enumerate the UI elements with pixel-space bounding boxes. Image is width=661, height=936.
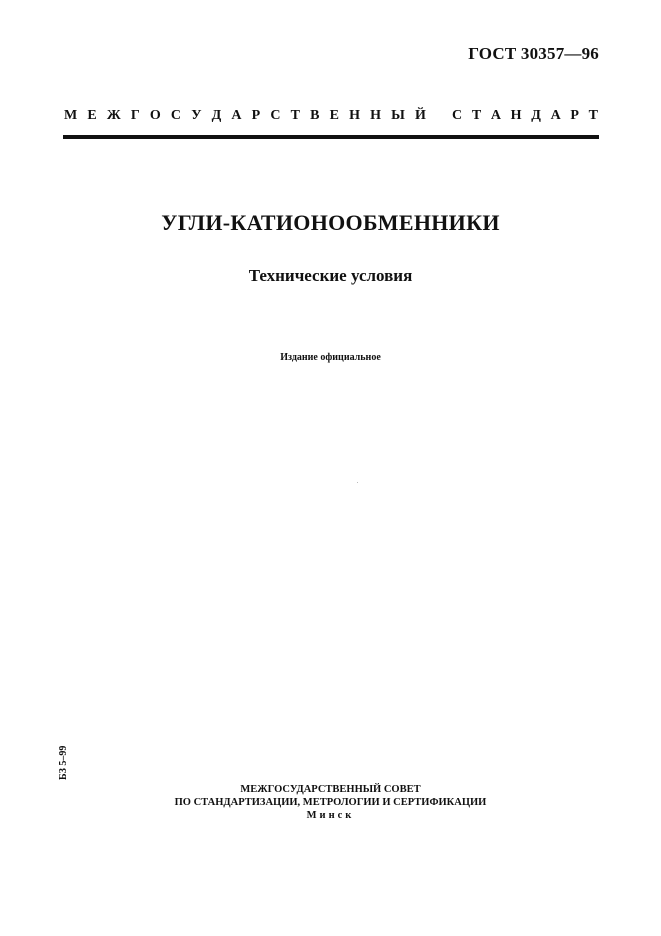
heading-letter: А xyxy=(490,108,501,123)
publisher-line-2: ПО СТАНДАРТИЗАЦИИ, МЕТРОЛОГИИ И СЕРТИФИКАЦИИ xyxy=(174,797,487,808)
heading-letter: Р xyxy=(251,108,261,123)
document-number: ГОСТ 30357—96 xyxy=(468,44,599,63)
heading-letter: Г xyxy=(130,108,140,123)
heading-letter: А xyxy=(550,108,561,123)
heading-letter: В xyxy=(310,108,320,123)
publisher-line-1: МЕЖГОСУДАРСТВЕННЫЙ СОВЕТ xyxy=(240,784,421,795)
heading-letter: Н xyxy=(510,108,522,123)
heading-letter: Д xyxy=(211,108,222,123)
standard-type-word-1 xyxy=(64,108,426,124)
standard-type-word-2 xyxy=(452,108,598,124)
speck xyxy=(357,482,358,483)
heading-letter: Д xyxy=(531,108,541,123)
heading-letter: У xyxy=(191,108,202,123)
edition-note: Издание официальное xyxy=(280,352,381,363)
heading-letter: Е xyxy=(87,108,97,123)
heading-letter: Н xyxy=(349,108,360,123)
heading-letter: С xyxy=(452,108,463,123)
main-title: УГЛИ-КАТИОНООБМЕННИКИ xyxy=(161,210,500,235)
heading-letter: О xyxy=(149,108,161,123)
subtitle: Технические условия xyxy=(248,266,413,285)
publisher-city: Минск xyxy=(306,810,355,821)
heading-letter: Т xyxy=(290,108,300,123)
heading-letter: С xyxy=(270,108,281,123)
side-code: БЗ 5–99 xyxy=(58,745,69,780)
heading-letter: С xyxy=(170,108,182,123)
heading-letter: Й xyxy=(415,108,426,123)
heading-letter: Н xyxy=(370,108,381,123)
heading-letter: М xyxy=(64,108,78,123)
heading-letter: Т xyxy=(471,108,482,123)
heading-letter: Ы xyxy=(391,108,405,123)
publisher-block xyxy=(0,783,661,822)
standard-type-heading xyxy=(64,108,598,124)
heading-letter: Р xyxy=(570,108,579,123)
heading-letter: Ж xyxy=(106,108,121,123)
heading-letter: Е xyxy=(329,108,339,123)
heading-letter: Т xyxy=(588,108,598,123)
heading-letter: А xyxy=(231,108,242,123)
heading-rule xyxy=(63,135,599,139)
